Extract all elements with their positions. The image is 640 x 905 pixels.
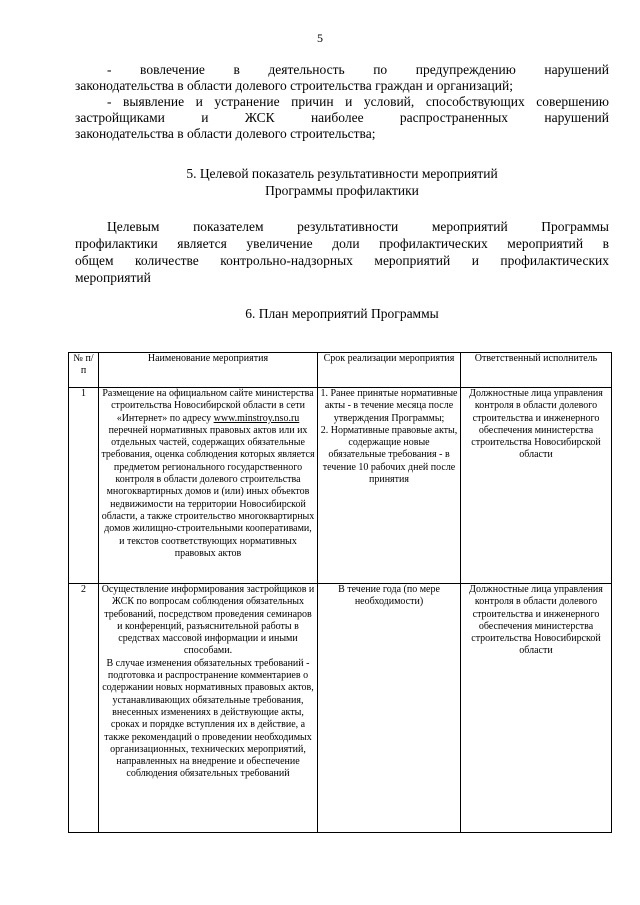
intro-item-detection-end — [75, 126, 609, 142]
intro-item-detection-cont — [75, 110, 609, 126]
intro-item-involvement — [75, 62, 609, 78]
row-activity — [99, 584, 318, 833]
plan-table — [68, 352, 612, 833]
page-number: 5 — [317, 31, 323, 45]
header-term: Срок реализации мероприятия — [318, 353, 461, 388]
intro-item-detection — [75, 94, 609, 110]
header-num: № п/п — [69, 353, 99, 388]
table-row — [69, 584, 612, 833]
table-row — [69, 388, 612, 584]
row-activity — [99, 388, 318, 584]
activity-text: Осуществление информирования застройщиков и ЖСК по вопросам соблюдения обязательных требований, посредством проведения семинаров и конференций, разъяснительной работы в средствах массовой информации и иными способами. — [101, 584, 315, 657]
ministry-website-link[interactable]: www.minstroy.nso.ru — [213, 412, 300, 424]
term-item: 1. Ранее принятые нормативные акты - в течение месяца после утверждения Программы; — [320, 388, 458, 424]
body-line: мероприятий — [75, 270, 151, 285]
section6-title: 6. План мероприятий Программы — [245, 306, 439, 321]
intro-line: законодательства в области долевого строительства граждан и организаций; — [75, 78, 513, 93]
section5-title-line1: 5. Целевой показатель результативности мероприятий — [186, 166, 498, 181]
row-number: 2 — [69, 584, 99, 833]
section5-body-line2 — [75, 236, 609, 252]
body-line: профилактики является увеличение доли профилактических мероприятий в — [75, 236, 609, 251]
activity-text: В случае изменения обязательных требований - подготовка и распространение комментариев о содержании новых нормативных правовых актов, устанавливающих обязательные требования, внесенных изменениях в действующие акты, сроках и порядке вступления их в действие, а также рекомендаций о проведении необходимых организационных, технических мероприятий, направленных на внедрение и обеспечение соблюдения обязательных требований — [102, 657, 314, 780]
intro-line: законодательства в области долевого строительства; — [75, 126, 376, 141]
section5-body-line1 — [75, 219, 609, 235]
row-responsible: Должностные лица управления контроля в области долевого строительства и инженерного обеспечения министерства строительства Новосибирской области — [461, 388, 612, 584]
body-line: Целевым показателем результативности мероприятий Программы — [107, 219, 609, 234]
intro-line: - выявление и устранение причин и условий, способствующих совершению — [107, 94, 609, 109]
header-name: Наименование мероприятия — [99, 353, 318, 388]
intro-line: застройщиками и ЖСК наиболее распространенных нарушений — [75, 110, 609, 125]
section5-title-line2: Программы профилактики — [265, 183, 419, 198]
header-responsible: Ответственный исполнитель — [461, 353, 612, 388]
activity-text: Размещение на официальном сайте министерства строительства Новосибирской области в сети «Интернет» по адресу — [102, 388, 314, 424]
intro-item-involvement-cont — [75, 78, 609, 94]
term-item: 2. Нормативные правовые акты, содержащие новые обязательные требования - в течение 10 рабочих дней после принятия — [320, 424, 458, 486]
row-number: 1 — [69, 388, 99, 584]
intro-line: - вовлечение в деятельность по предупреждению нарушений — [107, 62, 609, 77]
body-line: общем количестве контрольно-надзорных мероприятий и профилактических — [75, 253, 609, 268]
row-responsible: Должностные лица управления контроля в области долевого строительства и инженерного обеспечения министерства строительства Новосибирской области — [461, 584, 612, 833]
row-term: В течение года (по мере необходимости) — [318, 584, 461, 833]
table-header-row — [69, 353, 612, 388]
row-term — [318, 388, 461, 584]
activity-text: перечней нормативных правовых актов или их отдельных частей, содержащих обязательные требования, оценка соблюдения которых является предметом регионального государственного контроля в области долевого строительства многоквартирных домов и (или) иных объектов недвижимости на территории Новосибирской области, а также строительство многоквартирных домов жилищно-строительными кооперативами, и текстов соответствующих нормативных правовых актов — [101, 424, 315, 559]
section5-body-line4 — [75, 270, 609, 286]
section5-body-line3 — [75, 253, 609, 269]
